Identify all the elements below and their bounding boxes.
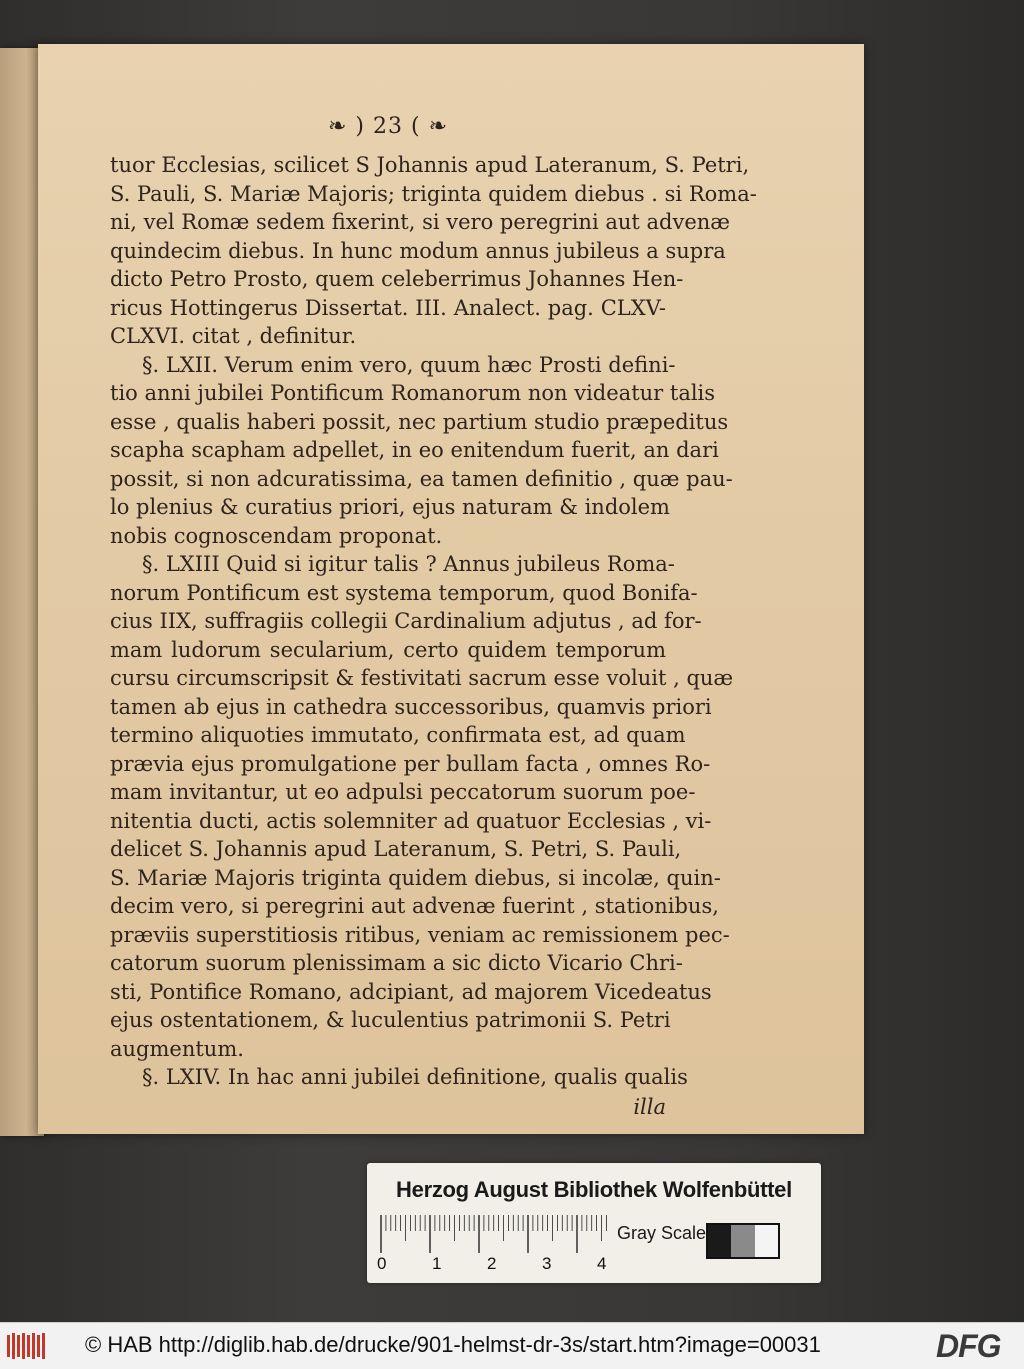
dfg-logo: DFG (936, 1328, 1001, 1364)
ruler-number: 3 (542, 1254, 552, 1273)
text-line: lo plenius & curatius priori, ejus naturam & indolem (110, 495, 670, 519)
text-line: ejus ostentationem, & luculentius patrimonii S. Petri (110, 1008, 671, 1032)
footer-bar (0, 1322, 1024, 1369)
text-line: mam invitantur, ut eo adpulsi peccatorum suorum poe- (110, 780, 696, 804)
text-line: nobis cognoscendam proponat. (110, 523, 443, 548)
text-line: quindecim diebus. In hunc modum annus jubileus a supra (110, 238, 726, 263)
text-line: cursu circumscripsit & festivitati sacrum esse voluit , quæ (110, 666, 734, 690)
text-line: ni, vel Romæ sedem fixerint, si vero peregrini aut advenæ (110, 210, 731, 234)
grayscale-label: Gray Scale (617, 1223, 707, 1243)
text-line: prævia ejus promulgatione per bullam facta , omnes Ro- (110, 751, 711, 776)
text-line: scapha scapham adpellet, in eo enitendum fuerit, an dari (110, 438, 719, 462)
text-line: S. Pauli, S. Mariæ Majoris; triginta quidem diebus . si Roma- (110, 181, 757, 206)
page-lines (110, 151, 757, 1092)
text-line: §. LXIV. In hac anni jubilei definitione, qualis qualis (142, 1065, 688, 1089)
library-name: Herzog August Bibliothek Wolfenbüttel (396, 1177, 792, 1202)
text-line: præviis superstitiosis ritibus, veniam ac remissionem pec- (110, 922, 730, 947)
page-header: ❧ ) 23 ( ❧ (328, 114, 448, 139)
hab-logo-icon (6, 1331, 46, 1361)
catchword: illa (633, 1094, 666, 1119)
grayscale-swatches (706, 1223, 780, 1259)
text-line: delicet S. Johannis apud Lateranum, S. Petri, S. Pauli, (110, 837, 682, 861)
copyright-link[interactable]: © HAB http://diglib.hab.de/drucke/901-helmst-dr-3s/start.htm?image=00031 (85, 1332, 821, 1357)
text-line: CLXVI. citat , definitur. (110, 324, 357, 348)
text-line: dicto Petro Prosto, quem celeberrimus Johannes Hen- (110, 267, 684, 291)
text-line: §. LXII. Verum enim vero, quum hæc Prosti defini- (142, 352, 676, 377)
text-line: tio anni jubilei Pontificum Romanorum non videatur talis (110, 381, 716, 405)
text-line: termino aliquoties immutato, confirmata est, ad quam (110, 723, 686, 747)
gray-swatch (731, 1225, 754, 1257)
text-line: sti, Pontifice Romano, adcipiant, ad majorem Vicedeatus (110, 979, 712, 1004)
text-line: ricus Hottingerus Dissertat. III. Analect. pag. CLXV- (110, 295, 666, 320)
text-line: decim vero, si peregrini aut advenæ fuerint , stationibus, (110, 894, 719, 918)
book-page (38, 44, 864, 1134)
gray-swatch (708, 1225, 731, 1257)
ruler-number: 2 (487, 1254, 497, 1273)
text-line: tamen ab ejus in cathedra successoribus, quamvis priori (110, 694, 712, 719)
ruler-number: 4 (597, 1254, 607, 1273)
text-line: augmentum. (110, 1036, 244, 1061)
ruler-number: 0 (377, 1254, 387, 1273)
page-text-block (110, 114, 757, 1122)
text-line: tuor Ecclesias, scilicet S Johannis apud Lateranum, S. Petri, (110, 153, 750, 177)
text-line: norum Pontificum est systema temporum, quod Bonifa- (110, 580, 698, 605)
centimeter-ruler (377, 1215, 609, 1253)
text-line: mam ludorum secularium, certo quidem temporum (110, 637, 666, 662)
ruler-numbers (371, 1254, 611, 1274)
library-label-card (367, 1163, 821, 1283)
text-line: esse , qualis haberi possit, nec partium studio præpeditus (110, 409, 729, 434)
text-line: catorum suorum plenissimam a sic dicto Vicario Chri- (110, 951, 683, 975)
text-line: S. Mariæ Majoris triginta quidem diebus, si incolæ, quin- (110, 865, 721, 890)
gray-swatch (755, 1225, 778, 1257)
text-line: §. LXIII Quid si igitur talis ? Annus jubileus Roma- (142, 552, 675, 576)
text-line: possit, si non adcuratissima, ea tamen definitio , quæ pau- (110, 466, 733, 491)
text-line: cius IIX, suffragiis collegii Cardinalium adjutus , ad for- (110, 609, 702, 633)
ruler-number: 1 (432, 1254, 442, 1273)
text-line: nitentia ducti, actis solemniter ad quatuor Ecclesias , vi- (110, 808, 712, 833)
